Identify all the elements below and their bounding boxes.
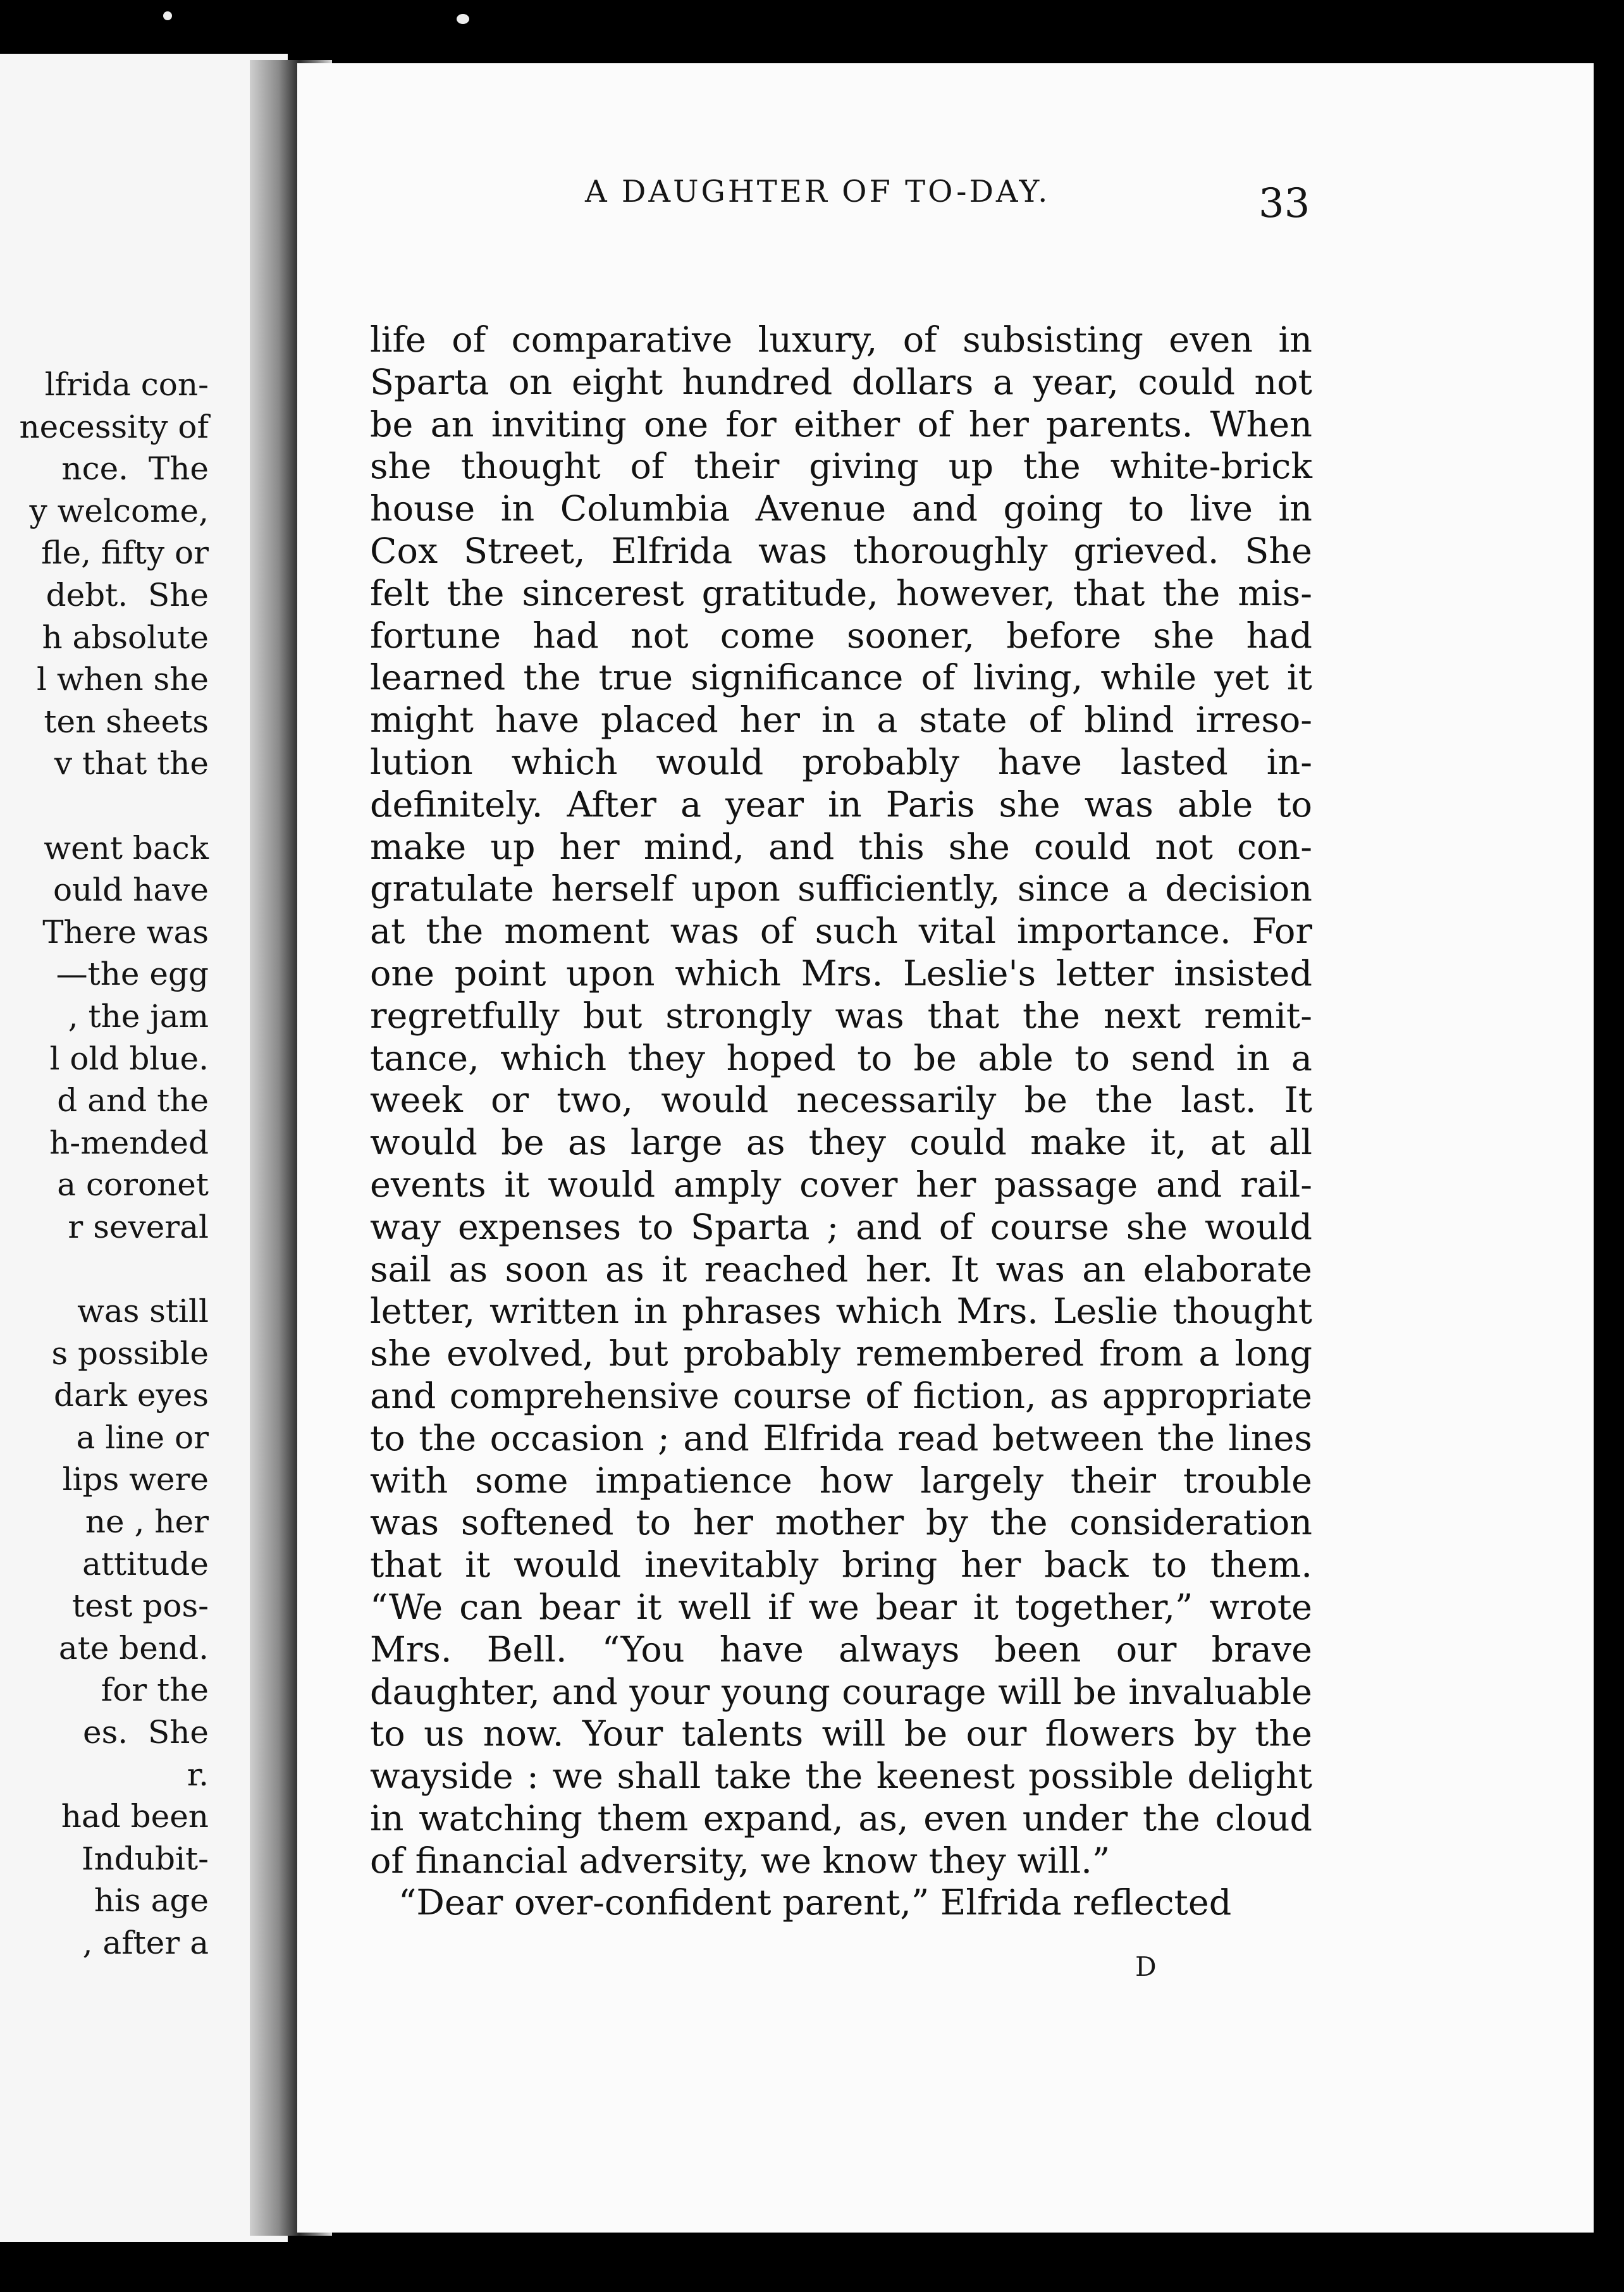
left-page-line: was still <box>77 1293 209 1330</box>
body-line: Sparta on eight hundred dollars a year, could not <box>370 361 1312 403</box>
left-page-line: attitude <box>82 1545 209 1582</box>
body-line: “Dear over-confident parent,” Elfrida reflected <box>398 1882 1232 1924</box>
body-line: tance, which they hoped to be able to send in a <box>370 1037 1312 1079</box>
body-line: daughter, and your young courage will be invaluable <box>370 1671 1312 1713</box>
left-page-line: , after a <box>82 1924 209 1961</box>
left-page-line: r. <box>187 1756 209 1793</box>
left-page-line: dark eyes <box>54 1377 209 1414</box>
left-page-line: l when she <box>36 661 209 698</box>
body-line: and comprehensive course of fiction, as appropriate <box>370 1375 1312 1417</box>
left-page-line: h-mended <box>49 1124 209 1161</box>
left-page-line: lips were <box>62 1461 209 1498</box>
body-line: “We can bear it well if we bear it together,” wrote <box>370 1586 1312 1628</box>
left-page-line: , the jam <box>68 997 209 1035</box>
body-line: make up her mind, and this she could not con- <box>370 826 1312 868</box>
body-line: fortune had not come sooner, before she had <box>370 615 1312 656</box>
body-line: wayside : we shall take the keenest possible delight <box>370 1756 1312 1797</box>
body-line: to the occasion ; and Elfrida read between the lines <box>370 1417 1312 1459</box>
left-page-line: a coronet <box>57 1166 209 1204</box>
body-text <box>370 319 1312 1925</box>
dust-speck <box>457 14 469 24</box>
body-line: one point upon which Mrs. Leslie's letter insisted <box>370 952 1312 994</box>
left-page-line: Indubit- <box>81 1840 209 1877</box>
left-page-line: test pos- <box>72 1587 209 1625</box>
body-line: events it would amply cover her passage and rail- <box>370 1164 1312 1205</box>
body-line: way expenses to Sparta ; and of course she would <box>370 1206 1312 1248</box>
body-line: life of comparative luxury, of subsisting even in <box>370 319 1312 360</box>
body-line: in watching them expand, as, even under the cloud <box>370 1797 1312 1839</box>
page-number: 33 <box>1258 180 1310 227</box>
body-line: letter, written in phrases which Mrs. Leslie thought <box>370 1291 1312 1333</box>
body-line: she evolved, but probably remembered from a long <box>370 1333 1312 1375</box>
left-page-line: d and the <box>57 1082 209 1119</box>
left-page-line: fle, fifty or <box>41 534 209 572</box>
body-line: might have placed her in a state of blind irreso- <box>370 699 1312 741</box>
left-page-text <box>0 364 209 1964</box>
left-page-line: for the <box>101 1672 209 1709</box>
body-line: would be as large as they could make it, at all <box>370 1122 1312 1164</box>
left-page <box>0 54 288 2242</box>
running-head: A DAUGHTER OF TO-DAY. <box>585 174 1050 209</box>
body-line: sail as soon as it reached her. It was an elaborate <box>370 1248 1312 1290</box>
body-line: with some impatience how largely their trouble <box>370 1460 1312 1501</box>
left-page-line: h absolute <box>42 619 209 656</box>
body-line: to us now. Your talents will be our flowers by the <box>370 1713 1312 1755</box>
left-page-line: nce. The <box>61 450 209 488</box>
dust-speck <box>163 11 172 20</box>
left-page-line: v that the <box>54 745 209 782</box>
left-page-line: y welcome, <box>29 492 209 529</box>
left-page-line: ould have <box>52 872 209 909</box>
body-line: week or two, would necessarily be the last. It <box>370 1080 1312 1121</box>
body-line: Mrs. Bell. “You have always been our brave <box>370 1629 1312 1670</box>
body-line: felt the sincerest gratitude, however, that the mis- <box>370 572 1312 614</box>
left-page-line: lfrida con- <box>44 366 209 403</box>
left-page-line: a line or <box>76 1419 209 1456</box>
left-page-line: ate bend. <box>58 1629 209 1667</box>
left-page-line: went back <box>44 829 209 866</box>
signature-mark: D <box>1135 1951 1157 1982</box>
body-line: lution which would probably have lasted in- <box>370 741 1312 783</box>
left-page-line: r several <box>68 1208 209 1245</box>
body-line: regretfully but strongly was that the next remit- <box>370 995 1312 1037</box>
left-page-line: s possible <box>51 1334 209 1372</box>
left-page-line: —the egg <box>56 956 209 993</box>
body-line: Cox Street, Elfrida was thoroughly grieved. She <box>370 530 1312 572</box>
left-page-line: ten sheets <box>44 703 209 740</box>
left-page-line: necessity of <box>19 408 209 445</box>
left-page-line: ne , her <box>85 1503 209 1541</box>
body-line: that it would inevitably bring her back to them. <box>370 1544 1312 1586</box>
body-line: definitely. After a year in Paris she was able to <box>370 784 1312 825</box>
left-page-line: es. She <box>83 1714 209 1751</box>
left-page-line: debt. She <box>46 576 209 613</box>
body-line: at the moment was of such vital importance. For <box>370 911 1312 952</box>
left-page-line <box>0 785 209 827</box>
body-line: was softened to her mother by the consideration <box>370 1502 1312 1544</box>
body-line: gratulate herself upon sufficiently, since a decision <box>370 868 1312 910</box>
body-line: learned the true significance of living, while yet it <box>370 657 1312 699</box>
left-page-line: l old blue. <box>49 1040 209 1077</box>
left-page-line: had been <box>61 1798 209 1835</box>
body-line: she thought of their giving up the white-brick <box>370 446 1312 488</box>
left-page-line <box>0 1248 209 1290</box>
body-line: house in Columbia Avenue and going to live in <box>370 488 1312 530</box>
body-line: be an inviting one for either of her parents. When <box>370 404 1312 445</box>
left-page-line: his age <box>94 1882 209 1919</box>
left-page-line: There was <box>42 913 209 951</box>
body-line: of financial adversity, we know they will.” <box>370 1840 1110 1882</box>
